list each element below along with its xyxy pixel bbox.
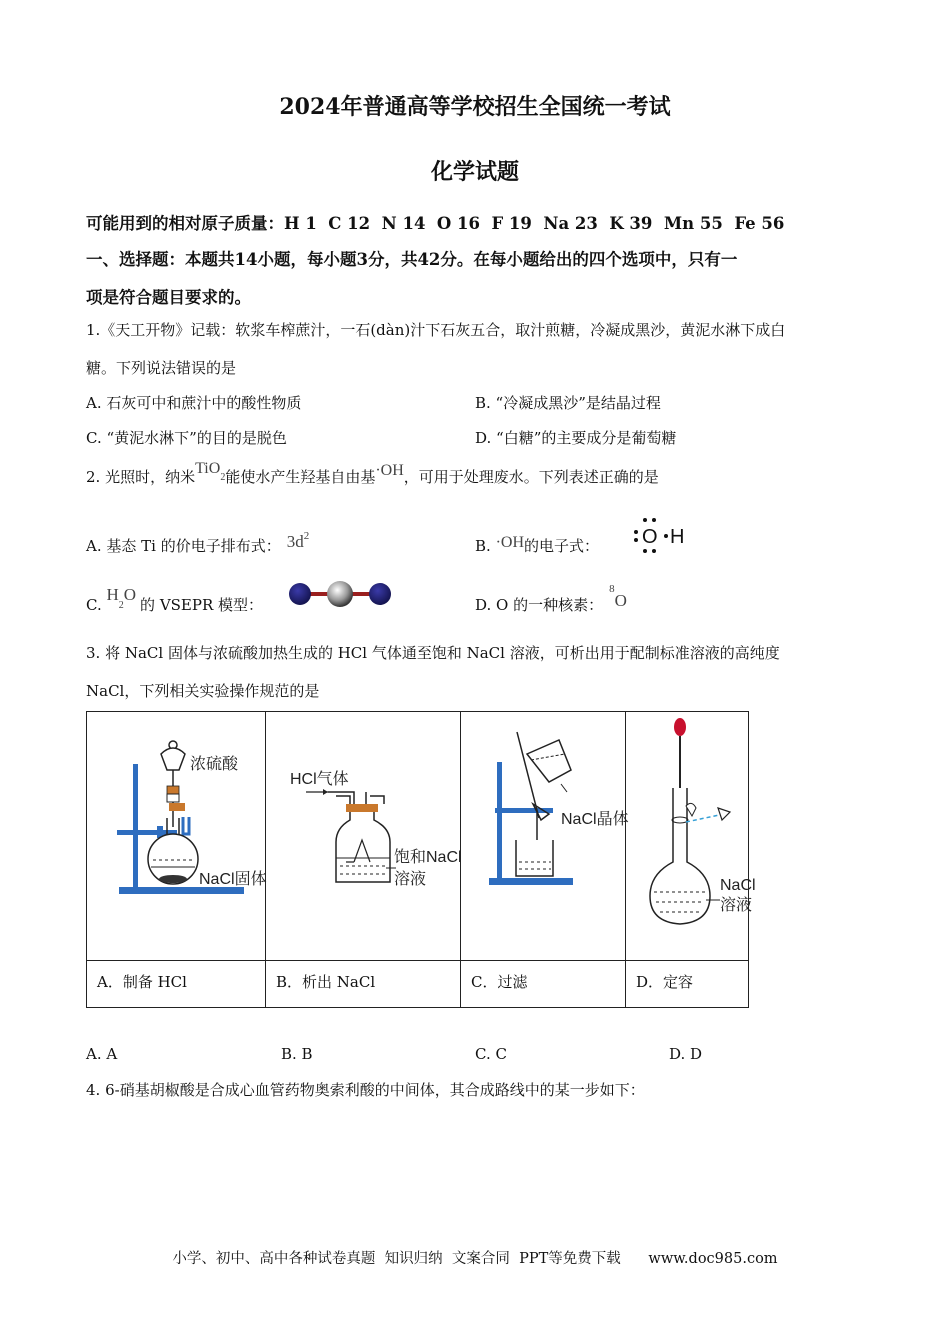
svg-text:H: H	[670, 526, 685, 548]
h2o-vsepr-model	[286, 580, 394, 610]
caption-a: A．制备 HCl	[87, 961, 266, 1008]
q4-stem: 4. 6-硝基胡椒酸是合成心血管药物奥索利酸的中间体，其合成路线中的某一步如下：	[86, 1081, 645, 1099]
q1-option-c: C. “黄泥水淋下”的目的是脱色	[86, 429, 287, 447]
apparatus-prepare-hcl	[87, 712, 265, 956]
svg-text:浓硫酸: 浓硫酸	[190, 756, 239, 773]
q1-stem-line2: 糖。下列说法错误的是	[86, 359, 237, 377]
apparatus-precipitate-nacl	[266, 712, 460, 956]
section1-line1: 一、选择题：本题共14小题，每小题3分，共42分。在每小题给出的四个选项中，只有一	[86, 250, 738, 269]
svg-text:溶液: 溶液	[394, 871, 427, 888]
q1-option-d: D. “白糖”的主要成分是葡萄糖	[475, 429, 677, 447]
caption-b: B．析出 NaCl	[266, 961, 461, 1008]
oh-electron-dot-structure	[628, 512, 698, 556]
svg-text:溶液: 溶液	[720, 897, 753, 914]
q2-option-a: A. 基态 Ti 的价电子排布式： $3d^2$	[86, 530, 310, 555]
q1-stem-line1: 1.《天工开物》记载：软浆车榨蔗汁，一石(dàn)汁下石灰五合，取汁煎糖，冷凝成黑沙，黄泥水淋下成白	[86, 321, 786, 339]
q1-option-a: A. 石灰可中和蔗汁中的酸性物质	[86, 394, 302, 412]
figure-b-cell	[266, 712, 461, 961]
q3-option-c: C. C	[475, 1045, 507, 1063]
figure-d-cell	[626, 712, 756, 961]
figure-c-cell	[461, 712, 629, 961]
caption-d: D．定容	[626, 961, 749, 1008]
q3-stem-line1: 3. 将 NaCl 固体与浓硫酸加热生成的 HCl 气体通至饱和 NaCl 溶液，可析出用于配制标准溶液的高纯度	[86, 644, 780, 662]
experiment-table	[86, 711, 756, 1008]
svg-text:O: O	[642, 526, 658, 548]
q1-option-b: B. “冷凝成黑沙”是结晶过程	[475, 394, 661, 412]
footer-ad: 小学、初中、高中各种试卷真题 知识归纳 文案合同 PPT等免费下载 www.doc985.com	[172, 1251, 778, 1267]
svg-text:饱和NaCl: 饱和NaCl	[394, 849, 462, 866]
svg-text:NaCl晶体: NaCl晶体	[561, 811, 629, 828]
svg-text:HCl气体: HCl气体	[290, 771, 349, 788]
figure-a-cell	[87, 712, 266, 961]
q3-stem-line2: NaCl，下列相关实验操作规范的是	[86, 682, 320, 700]
q3-option-a: A. A	[86, 1045, 118, 1063]
svg-text:NaCl: NaCl	[720, 877, 756, 894]
apparatus-volumetric-flask	[626, 712, 756, 956]
q2-stem: 2. 光照时，纳米TiO$_2$能使水产生羟基自由基·OH，可用于处理废水。下列表述正确的是	[86, 460, 659, 486]
q2-option-b: B. ·OH的电子式：	[475, 534, 600, 555]
tio2-formula: TiO$_2$	[195, 460, 226, 484]
subject-title: 化学试题	[430, 159, 519, 185]
q3-option-b: B. B	[281, 1045, 313, 1063]
apparatus-filtration	[461, 712, 629, 956]
svg-text:NaCl固体: NaCl固体	[199, 871, 267, 888]
q2-option-d: D. O 的一种核素：$^8$O	[475, 583, 627, 614]
atomic-masses: 可能用到的相对原子质量：H 1 C 12 N 14 O 16 F 19 Na 23 K 39 Mn 55 Fe 56	[86, 214, 785, 233]
exam-title: 2024年普通高等学校招生全国统一考试	[279, 94, 671, 120]
q2-option-c: C. $H_2O$的 VSEPR 模型：	[86, 585, 264, 614]
caption-c: C．过滤	[461, 961, 626, 1008]
q3-option-d: D. D	[669, 1045, 703, 1063]
section1-line2: 项是符合题目要求的。	[86, 288, 251, 307]
